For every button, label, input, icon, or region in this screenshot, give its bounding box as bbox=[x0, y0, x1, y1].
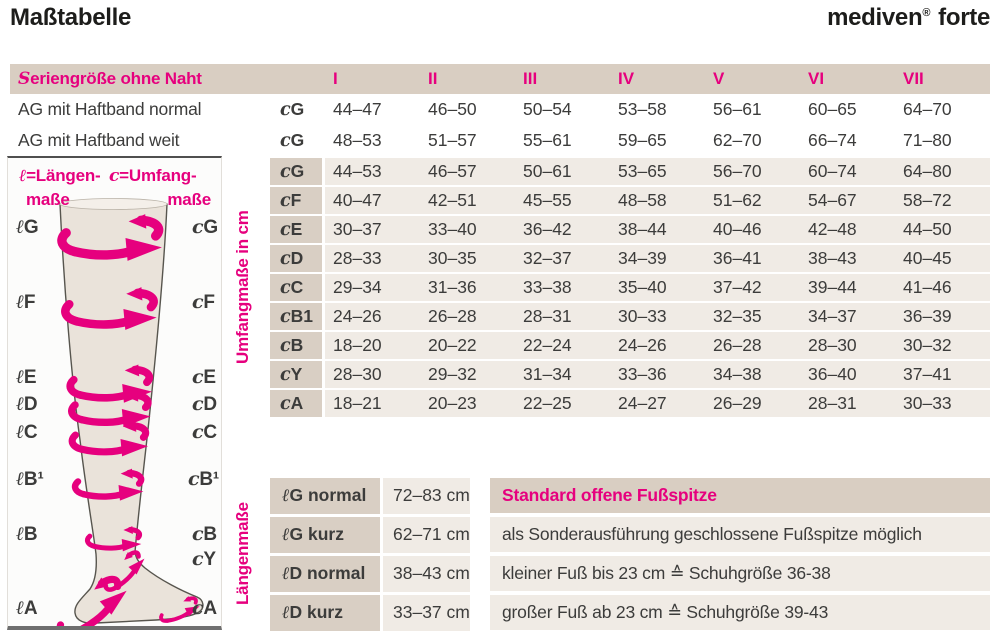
length-value: 33–37 cm bbox=[383, 595, 470, 631]
circumference-value: 34–39 bbox=[618, 248, 667, 268]
circumference-value: 36–40 bbox=[808, 364, 857, 384]
diagram-label-cG: cG bbox=[192, 216, 218, 238]
circumference-values bbox=[325, 216, 990, 243]
measure-label: ℓD kurz bbox=[270, 595, 380, 631]
circumference-value: 60–74 bbox=[808, 161, 857, 181]
circumference-row bbox=[270, 332, 990, 358]
circumference-value: 64–80 bbox=[903, 161, 952, 181]
size-value: 56–61 bbox=[713, 99, 762, 119]
circumference-value: 28–31 bbox=[808, 393, 857, 413]
circumference-value: 33–36 bbox=[618, 364, 667, 384]
size-table-row bbox=[10, 94, 990, 125]
circumference-values bbox=[325, 245, 990, 272]
circumference-value: 29–34 bbox=[333, 277, 382, 297]
circumference-row bbox=[270, 158, 990, 184]
size-column-header: I bbox=[333, 69, 338, 88]
measure-label: cG bbox=[280, 130, 305, 151]
leg-diagram bbox=[7, 156, 222, 630]
circumference-value: 34–38 bbox=[713, 364, 762, 384]
circumference-value: 20–23 bbox=[428, 393, 477, 413]
diagram-label-cE: cE bbox=[192, 366, 216, 388]
legend-length: ℓ=Längen- bbox=[19, 166, 101, 186]
size-value: 71–80 bbox=[903, 130, 952, 150]
diagram-label-cB: cB bbox=[192, 523, 217, 545]
circumference-values bbox=[325, 332, 990, 359]
brand-reg-mark: ® bbox=[922, 7, 931, 19]
size-column-header: V bbox=[713, 69, 725, 88]
size-value: 60–65 bbox=[808, 99, 857, 119]
brand-logo bbox=[827, 4, 990, 32]
circumference-value: 18–20 bbox=[333, 335, 382, 355]
circumference-value: 33–40 bbox=[428, 219, 477, 239]
circumference-row bbox=[270, 361, 990, 387]
diagram-label-cD: cD bbox=[192, 393, 217, 415]
foot-info-row: als Sonderausführung geschlossene Fußspitze möglich bbox=[490, 517, 990, 552]
page-title: Maßtabelle bbox=[10, 4, 132, 31]
size-value: 51–57 bbox=[428, 130, 477, 150]
circumference-value: 28–30 bbox=[333, 364, 382, 384]
measure-label: cE bbox=[270, 216, 322, 243]
circumference-row bbox=[270, 245, 990, 271]
diagram-label-cF: cF bbox=[192, 291, 215, 313]
circumference-value: 46–57 bbox=[428, 161, 477, 181]
circumference-value: 56–70 bbox=[713, 161, 762, 181]
measure-label: ℓD normal bbox=[270, 556, 380, 592]
circumference-value: 54–67 bbox=[808, 190, 857, 210]
size-table-header bbox=[10, 64, 990, 94]
length-value: 38–43 cm bbox=[383, 556, 470, 592]
circumference-value: 33–38 bbox=[523, 277, 572, 297]
circumference-value: 32–35 bbox=[713, 306, 762, 326]
circumference-values bbox=[325, 390, 990, 417]
circumference-value: 38–43 bbox=[808, 248, 857, 268]
circumference-value: 31–34 bbox=[523, 364, 572, 384]
legend-circumference: c=Umfang- bbox=[109, 166, 197, 186]
circumference-values bbox=[325, 158, 990, 185]
circumference-value: 30–33 bbox=[618, 306, 667, 326]
circumference-value: 37–42 bbox=[713, 277, 762, 297]
brand-name: mediven bbox=[827, 4, 923, 31]
diagram-label-cY: cY bbox=[192, 548, 216, 570]
measure-label: ℓG normal bbox=[270, 478, 380, 514]
circumference-value: 32–37 bbox=[523, 248, 572, 268]
circumference-value: 40–47 bbox=[333, 190, 382, 210]
measure-label: cY bbox=[270, 361, 322, 388]
diagram-label-lG: ℓG bbox=[16, 216, 39, 238]
circumference-value: 26–29 bbox=[713, 393, 762, 413]
circumference-value: 30–35 bbox=[428, 248, 477, 268]
row-label: AG mit Haftband weit bbox=[18, 130, 180, 150]
circumference-value: 26–28 bbox=[428, 306, 477, 326]
circumference-value: 28–30 bbox=[808, 335, 857, 355]
leg-illustration bbox=[8, 158, 221, 626]
circumference-value: 28–33 bbox=[333, 248, 382, 268]
measure-label: cG bbox=[280, 99, 305, 120]
circumference-value: 40–45 bbox=[903, 248, 952, 268]
size-value: 55–61 bbox=[523, 130, 572, 150]
circumference-values bbox=[325, 274, 990, 301]
circumference-value: 35–40 bbox=[618, 277, 667, 297]
circumference-value: 44–50 bbox=[903, 219, 952, 239]
diagram-label-lF: ℓF bbox=[16, 291, 36, 313]
brand-product: forte bbox=[938, 4, 990, 31]
circumference-value: 24–26 bbox=[333, 306, 382, 326]
diagram-label-lC: ℓC bbox=[16, 421, 38, 443]
foot-info-row: großer Fuß ab 23 cm ≙ Schuhgröße 39-43 bbox=[490, 595, 990, 630]
circumference-value: 39–44 bbox=[808, 277, 857, 297]
length-row bbox=[270, 556, 470, 591]
circumference-value: 42–48 bbox=[808, 219, 857, 239]
size-value: 46–50 bbox=[428, 99, 477, 119]
circumference-value: 58–72 bbox=[903, 190, 952, 210]
circumference-value: 37–41 bbox=[903, 364, 952, 384]
foot-info-header: Standard offene Fußspitze bbox=[490, 478, 990, 513]
circumference-value: 31–36 bbox=[428, 277, 477, 297]
circumference-row bbox=[270, 187, 990, 213]
diagram-label-lB1: ℓB¹ bbox=[16, 468, 44, 490]
size-value: 64–70 bbox=[903, 99, 952, 119]
size-table-row bbox=[10, 125, 990, 156]
circumference-value: 48–58 bbox=[618, 190, 667, 210]
circumference-values bbox=[325, 303, 990, 330]
size-value: 48–53 bbox=[333, 130, 382, 150]
measure-label: cB bbox=[270, 332, 322, 359]
circumference-value: 36–42 bbox=[523, 219, 572, 239]
circumference-row bbox=[270, 303, 990, 329]
circumference-axis-label: Umfangmaße in cm bbox=[233, 210, 252, 364]
measure-label: cA bbox=[270, 390, 322, 417]
diagram-label-cC: cC bbox=[192, 421, 217, 443]
measure-label: cD bbox=[270, 245, 322, 272]
measure-label: ℓG kurz bbox=[270, 517, 380, 553]
legend-length-line2: maße bbox=[26, 190, 70, 209]
foot-info-row: kleiner Fuß bis 23 cm ≙ Schuhgröße 36-38 bbox=[490, 556, 990, 591]
circumference-value: 30–32 bbox=[903, 335, 952, 355]
length-value: 62–71 cm bbox=[383, 517, 470, 553]
circumference-value: 36–39 bbox=[903, 306, 952, 326]
circumference-value: 30–33 bbox=[903, 393, 952, 413]
circumference-value: 50–61 bbox=[523, 161, 572, 181]
length-value: 72–83 cm bbox=[383, 478, 470, 514]
diagram-label-cA: cA bbox=[192, 597, 217, 619]
circumference-value: 38–44 bbox=[618, 219, 667, 239]
legend-circumference-line2: maße bbox=[167, 190, 211, 209]
length-row bbox=[270, 478, 470, 513]
circumference-value: 20–22 bbox=[428, 335, 477, 355]
circumference-value: 34–37 bbox=[808, 306, 857, 326]
diagram-label-lA: ℓA bbox=[16, 597, 38, 619]
measure-label: cC bbox=[270, 274, 322, 301]
circumference-value: 51–62 bbox=[713, 190, 762, 210]
size-value: 53–58 bbox=[618, 99, 667, 119]
circumference-row bbox=[270, 390, 990, 416]
circumference-value: 28–31 bbox=[523, 306, 572, 326]
size-value: 66–74 bbox=[808, 130, 857, 150]
size-column-header: VII bbox=[903, 69, 924, 88]
length-row bbox=[270, 517, 470, 552]
size-value: 59–65 bbox=[618, 130, 667, 150]
circumference-value: 36–41 bbox=[713, 248, 762, 268]
circumference-value: 42–51 bbox=[428, 190, 477, 210]
measure-label: cB1 bbox=[270, 303, 322, 330]
size-value: 50–54 bbox=[523, 99, 572, 119]
diagram-label-lD: ℓD bbox=[16, 393, 38, 415]
circumference-value: 22–24 bbox=[523, 335, 572, 355]
measure-label: cF bbox=[270, 187, 322, 214]
circumference-value: 24–26 bbox=[618, 335, 667, 355]
circumference-value: 29–32 bbox=[428, 364, 477, 384]
row-label: AG mit Haftband normal bbox=[18, 99, 202, 119]
size-column-header: II bbox=[428, 69, 438, 88]
diagram-label-lB: ℓB bbox=[16, 523, 38, 545]
circumference-value: 40–46 bbox=[713, 219, 762, 239]
size-table-title: Seriengröße ohne Naht bbox=[18, 69, 202, 89]
circumference-values bbox=[325, 187, 990, 214]
size-value: 44–47 bbox=[333, 99, 382, 119]
measure-label: cG bbox=[270, 158, 322, 185]
size-column-header: III bbox=[523, 69, 538, 88]
size-value: 62–70 bbox=[713, 130, 762, 150]
circumference-row bbox=[270, 216, 990, 242]
diagram-label-cB1: cB¹ bbox=[188, 468, 220, 490]
circumference-row bbox=[270, 274, 990, 300]
circumference-value: 24–27 bbox=[618, 393, 667, 413]
circumference-value: 18–21 bbox=[333, 393, 382, 413]
circumference-value: 44–53 bbox=[333, 161, 382, 181]
circumference-value: 41–46 bbox=[903, 277, 952, 297]
circumference-value: 22–25 bbox=[523, 393, 572, 413]
size-column-header: IV bbox=[618, 69, 635, 88]
length-row bbox=[270, 595, 470, 630]
circumference-value: 53–65 bbox=[618, 161, 667, 181]
circumference-values bbox=[325, 361, 990, 388]
circumference-value: 30–37 bbox=[333, 219, 382, 239]
diagram-label-lE: ℓE bbox=[16, 366, 37, 388]
circumference-value: 26–28 bbox=[713, 335, 762, 355]
length-axis-label: Längenmaße bbox=[233, 502, 252, 606]
size-column-header: VI bbox=[808, 69, 825, 88]
circumference-value: 45–55 bbox=[523, 190, 572, 210]
